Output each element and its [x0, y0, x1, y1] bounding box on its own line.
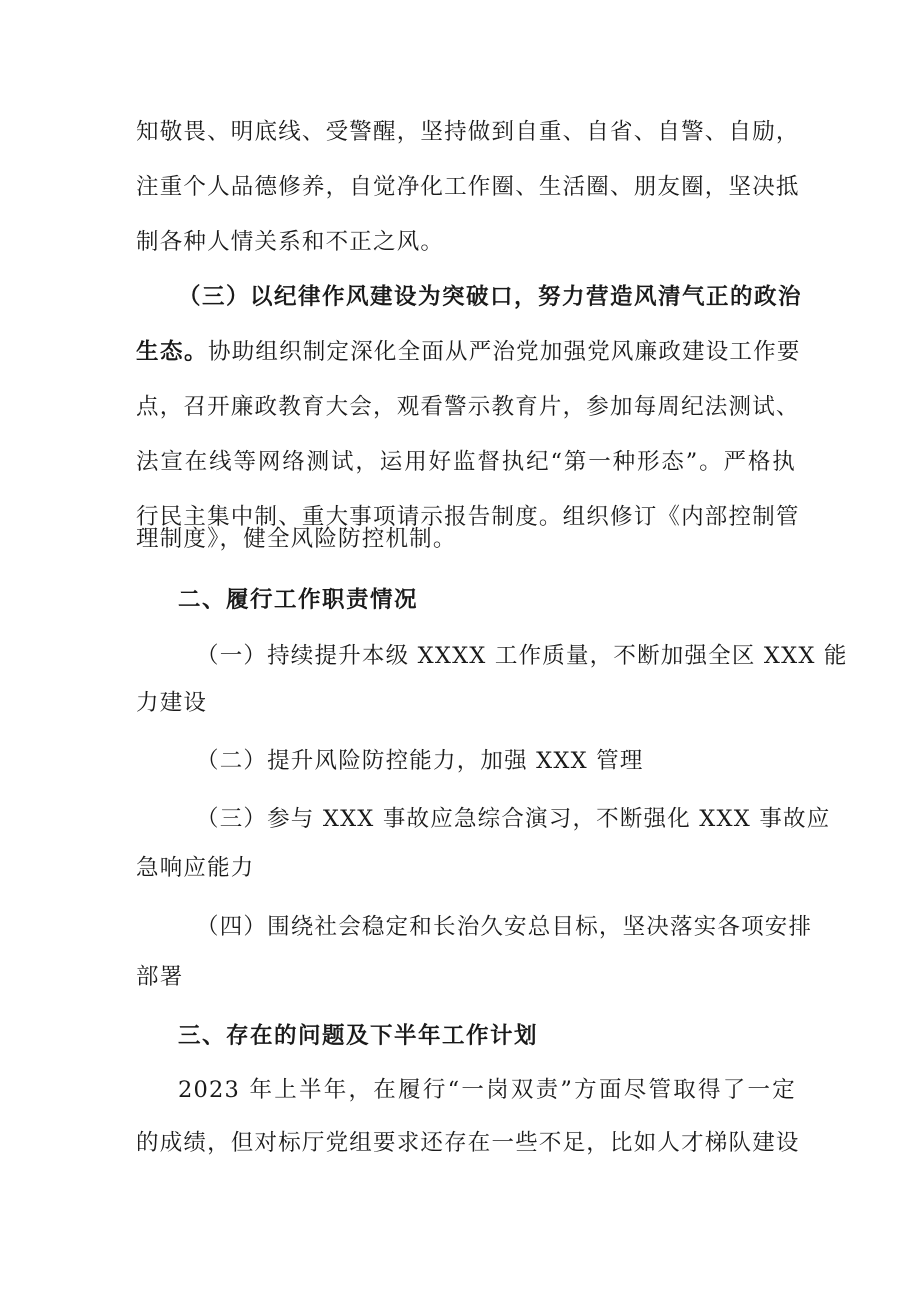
section-3-paragraph-line-2: 的成绩，但对标厅党组要求还存在一些不足，比如人才梯队建设	[136, 1130, 800, 1156]
paragraph-2-line-4: 法宣在线等网络测试，运用好监督执纪“第一种形态”。严格执	[136, 449, 796, 475]
section-2-item-1-line-1: （一）持续提升本级 XXXX 工作质量，不断加强全区 XXX 能	[196, 643, 848, 669]
section-2-item-4-line-1: （四）围绕社会稳定和长治久安总目标，坚决落实各项安排	[196, 914, 813, 940]
section-3-paragraph-line-1: 2023 年上半年，在履行“一岗双责”方面尽管取得了一定	[178, 1077, 796, 1103]
section-1-3-heading: （三）以纪律作风建设为突破口，努力营造风清气正的政治	[178, 284, 803, 310]
section-2-heading: 二、履行工作职责情况	[178, 587, 419, 613]
paragraph-2-line-2	[136, 339, 801, 365]
paragraph-2-line-2-text: 协助组织制定深化全面从严治党加强党风廉政建设工作要	[208, 339, 801, 365]
paragraph-1-line-2: 注重个人品德修养，自觉净化工作圈、生活圈、朋友圈，坚决抵	[136, 174, 800, 200]
paragraph-1-line-1: 知敬畏、明底线、受警醒，坚持做到自重、自省、自警、自励，	[136, 119, 800, 145]
paragraph-2-line-6: 理制度》，健全风险防控机制。	[136, 526, 457, 552]
section-3-heading: 三、存在的问题及下半年工作计划	[178, 1023, 539, 1049]
section-2-item-1-line-2: 力建设	[136, 690, 208, 716]
section-1-3-heading-end: 生态。	[136, 339, 209, 365]
paragraph-1-line-3: 制各种人情关系和不正之风。	[136, 229, 445, 255]
section-2-item-4-line-2: 部署	[136, 964, 184, 990]
section-2-item-3-line-1: （三）参与 XXX 事故应急综合演习，不断强化 XXX 事故应	[196, 806, 831, 832]
paragraph-2-line-5: 行民主集中制、重大事项请示报告制度。组织修订《内部控制管	[136, 504, 800, 530]
paragraph-2-line-3: 点，召开廉政教育大会，观看警示教育片，参加每周纪法测试、	[136, 394, 800, 420]
section-2-item-2: （二）提升风险防控能力，加强 XXX 管理	[196, 748, 644, 774]
section-2-item-3-line-2: 急响应能力	[136, 855, 255, 881]
